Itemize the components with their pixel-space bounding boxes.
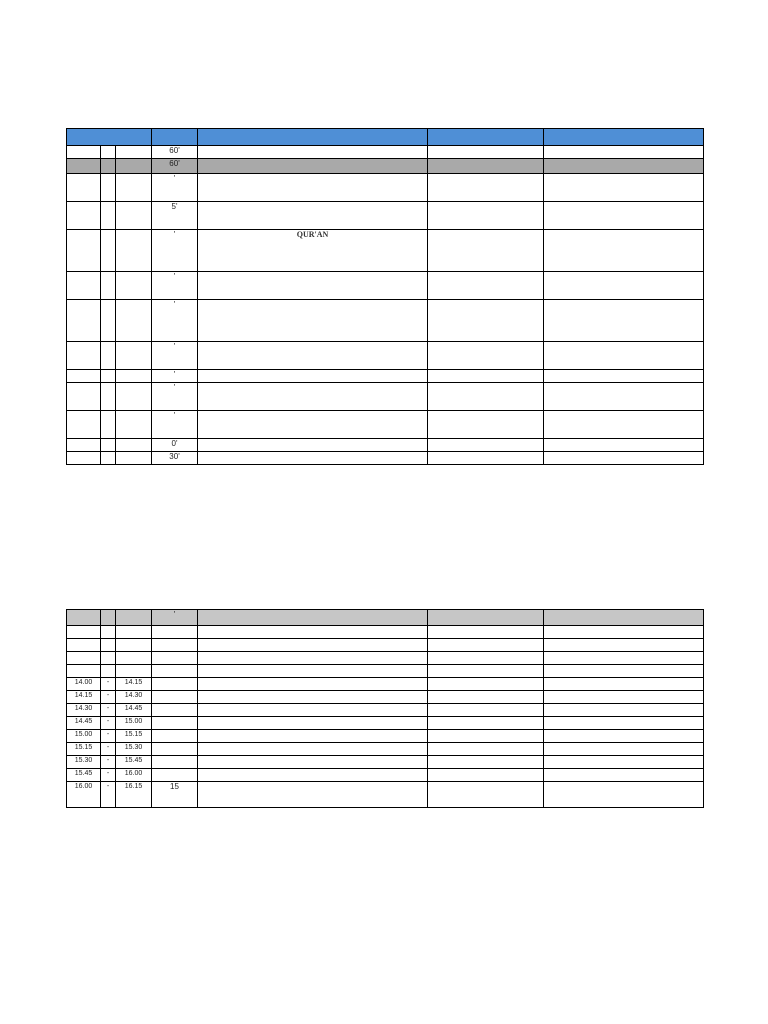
dash-cell: -	[101, 717, 116, 730]
start-time-cell	[67, 146, 101, 159]
duration-cell	[152, 639, 198, 652]
col6-cell	[428, 300, 544, 342]
dash-cell	[101, 639, 116, 652]
end-time-cell	[116, 452, 152, 465]
end-time-cell: 15.15	[116, 730, 152, 743]
col6-cell	[428, 678, 544, 691]
end-time-cell: 15.00	[116, 717, 152, 730]
activity-cell	[198, 439, 428, 452]
table-row	[67, 743, 704, 756]
col7-cell	[544, 756, 704, 769]
col6-cell	[428, 439, 544, 452]
duration-cell: '	[152, 411, 198, 439]
table-row	[67, 146, 704, 159]
end-time-cell: 16.15	[116, 782, 152, 808]
col6-cell	[428, 743, 544, 756]
duration-cell: '	[152, 272, 198, 300]
col7-cell	[544, 383, 704, 411]
duration-cell: '	[152, 174, 198, 202]
activity-cell	[198, 383, 428, 411]
duration-cell: '	[152, 300, 198, 342]
header-activity-cell	[198, 610, 428, 626]
activity-cell	[198, 159, 428, 174]
table-row	[67, 756, 704, 769]
dash-cell	[101, 439, 116, 452]
col6-cell	[428, 652, 544, 665]
duration-cell	[152, 769, 198, 782]
end-time-cell: 14.15	[116, 678, 152, 691]
duration-cell: '	[152, 230, 198, 272]
col6-cell	[428, 769, 544, 782]
col7-cell	[544, 230, 704, 272]
col6-cell	[428, 665, 544, 678]
header-activity-cell	[198, 129, 428, 146]
activity-cell	[198, 717, 428, 730]
col7-cell	[544, 370, 704, 383]
duration-cell	[152, 652, 198, 665]
start-time-cell	[67, 383, 101, 411]
activity-cell	[198, 146, 428, 159]
col7-cell	[544, 665, 704, 678]
activity-cell	[198, 691, 428, 704]
start-time-cell: 16.00	[67, 782, 101, 808]
duration-cell: 60'	[152, 159, 198, 174]
dash-cell	[101, 626, 116, 639]
end-time-cell: 14.45	[116, 704, 152, 717]
col6-cell	[428, 383, 544, 411]
col7-cell	[544, 342, 704, 370]
table-header-row	[67, 610, 704, 626]
end-time-cell	[116, 370, 152, 383]
table-header-row	[67, 129, 704, 146]
activity-cell	[198, 652, 428, 665]
dash-cell	[101, 272, 116, 300]
end-time-cell	[116, 626, 152, 639]
start-time-cell: 15.45	[67, 769, 101, 782]
duration-cell: 0'	[152, 439, 198, 452]
col6-cell	[428, 146, 544, 159]
dash-cell	[101, 146, 116, 159]
col7-cell	[544, 272, 704, 300]
dash-cell	[101, 300, 116, 342]
table-row	[67, 782, 704, 808]
col6-cell	[428, 782, 544, 808]
duration-cell: '	[152, 383, 198, 411]
start-time-cell: 14.45	[67, 717, 101, 730]
end-time-cell	[116, 439, 152, 452]
col7-cell	[544, 300, 704, 342]
col6-cell	[428, 704, 544, 717]
start-time-cell	[67, 202, 101, 230]
start-time-cell	[67, 439, 101, 452]
activity-cell	[198, 704, 428, 717]
col6-cell	[428, 202, 544, 230]
header-col6-cell	[428, 610, 544, 626]
duration-cell: '	[152, 370, 198, 383]
start-time-cell	[67, 272, 101, 300]
col7-cell	[544, 626, 704, 639]
col7-cell	[544, 730, 704, 743]
activity-cell	[198, 272, 428, 300]
table-row	[67, 383, 704, 411]
table-row	[67, 272, 704, 300]
duration-cell	[152, 691, 198, 704]
table-row	[67, 439, 704, 452]
activity-cell	[198, 769, 428, 782]
table-row	[67, 202, 704, 230]
col6-cell	[428, 230, 544, 272]
dash-cell	[101, 159, 116, 174]
duration-cell	[152, 678, 198, 691]
dash-cell: -	[101, 678, 116, 691]
duration-cell: 5'	[152, 202, 198, 230]
start-time-cell	[67, 342, 101, 370]
col6-cell	[428, 756, 544, 769]
schedule-table-bottom	[66, 609, 704, 808]
header-col7-cell	[544, 610, 704, 626]
activity-cell	[198, 678, 428, 691]
activity-cell	[198, 626, 428, 639]
table-row	[67, 300, 704, 342]
dash-cell	[101, 452, 116, 465]
col7-cell	[544, 439, 704, 452]
start-time-cell	[67, 639, 101, 652]
dash-cell: -	[101, 743, 116, 756]
col6-cell	[428, 272, 544, 300]
activity-cell	[198, 342, 428, 370]
activity-cell	[198, 756, 428, 769]
table-row	[67, 769, 704, 782]
col7-cell	[544, 452, 704, 465]
col6-cell	[428, 717, 544, 730]
table-row	[67, 626, 704, 639]
col7-cell	[544, 691, 704, 704]
activity-cell	[198, 370, 428, 383]
table-row	[67, 704, 704, 717]
dash-cell: -	[101, 691, 116, 704]
start-time-cell	[67, 626, 101, 639]
dash-cell	[101, 383, 116, 411]
col6-cell	[428, 730, 544, 743]
end-time-cell	[116, 174, 152, 202]
activity-cell	[198, 743, 428, 756]
start-time-cell	[67, 300, 101, 342]
header-col7-cell	[544, 129, 704, 146]
duration-cell	[152, 756, 198, 769]
header-duration-cell: '	[152, 610, 198, 626]
col6-cell	[428, 691, 544, 704]
duration-cell	[152, 717, 198, 730]
end-time-cell	[116, 652, 152, 665]
dash-cell: -	[101, 730, 116, 743]
table-row	[67, 411, 704, 439]
start-time-cell: 14.15	[67, 691, 101, 704]
start-time-cell: 15.15	[67, 743, 101, 756]
activity-cell	[198, 411, 428, 439]
end-time-cell	[116, 146, 152, 159]
header-col6-cell	[428, 129, 544, 146]
col6-cell	[428, 370, 544, 383]
col7-cell	[544, 678, 704, 691]
start-time-cell: 14.30	[67, 704, 101, 717]
activity-cell	[198, 730, 428, 743]
end-time-cell	[116, 230, 152, 272]
end-time-cell	[116, 202, 152, 230]
table-row	[67, 370, 704, 383]
start-time-cell	[67, 452, 101, 465]
table-row	[67, 230, 704, 272]
activity-cell	[198, 202, 428, 230]
schedule-table-top	[66, 128, 704, 465]
activity-cell	[198, 639, 428, 652]
dash-cell	[101, 202, 116, 230]
dash-cell	[101, 370, 116, 383]
dash-cell	[101, 411, 116, 439]
col7-cell	[544, 159, 704, 174]
col7-cell	[544, 146, 704, 159]
duration-cell: 15	[152, 782, 198, 808]
activity-cell	[198, 174, 428, 202]
col6-cell	[428, 159, 544, 174]
activity-cell	[198, 665, 428, 678]
table-row	[67, 342, 704, 370]
end-time-cell	[116, 300, 152, 342]
dash-cell: -	[101, 782, 116, 808]
col7-cell	[544, 704, 704, 717]
dash-cell: -	[101, 756, 116, 769]
end-time-cell	[116, 342, 152, 370]
table-row	[67, 452, 704, 465]
table-row	[67, 691, 704, 704]
start-time-cell: 14.00	[67, 678, 101, 691]
end-time-cell: 15.45	[116, 756, 152, 769]
duration-cell: 30'	[152, 452, 198, 465]
col7-cell	[544, 202, 704, 230]
header-duration-cell	[152, 129, 198, 146]
start-time-cell: 15.30	[67, 756, 101, 769]
table-row	[67, 678, 704, 691]
header-time-cell	[67, 129, 152, 146]
end-time-cell: 15.30	[116, 743, 152, 756]
col6-cell	[428, 342, 544, 370]
col7-cell	[544, 717, 704, 730]
start-time-cell	[67, 370, 101, 383]
col7-cell	[544, 782, 704, 808]
end-time-cell	[116, 159, 152, 174]
table-row	[67, 730, 704, 743]
header-end-cell	[116, 610, 152, 626]
dash-cell: -	[101, 704, 116, 717]
duration-cell	[152, 743, 198, 756]
dash-cell	[101, 230, 116, 272]
end-time-cell	[116, 665, 152, 678]
end-time-cell	[116, 272, 152, 300]
activity-cell	[198, 782, 428, 808]
col7-cell	[544, 652, 704, 665]
col7-cell	[544, 743, 704, 756]
col6-cell	[428, 626, 544, 639]
col7-cell	[544, 411, 704, 439]
activity-cell: QUR'AN	[198, 230, 428, 272]
table-row	[67, 639, 704, 652]
start-time-cell	[67, 411, 101, 439]
duration-cell	[152, 665, 198, 678]
duration-cell	[152, 730, 198, 743]
start-time-cell	[67, 174, 101, 202]
duration-cell: 60'	[152, 146, 198, 159]
col6-cell	[428, 639, 544, 652]
end-time-cell	[116, 639, 152, 652]
table-row	[67, 159, 704, 174]
activity-cell	[198, 452, 428, 465]
col7-cell	[544, 174, 704, 202]
header-dash-cell	[101, 610, 116, 626]
col7-cell	[544, 639, 704, 652]
start-time-cell: 15.00	[67, 730, 101, 743]
header-start-cell	[67, 610, 101, 626]
end-time-cell: 14.30	[116, 691, 152, 704]
col6-cell	[428, 174, 544, 202]
table-row	[67, 665, 704, 678]
start-time-cell	[67, 665, 101, 678]
end-time-cell	[116, 411, 152, 439]
end-time-cell: 16.00	[116, 769, 152, 782]
start-time-cell	[67, 652, 101, 665]
table-row	[67, 652, 704, 665]
dash-cell	[101, 652, 116, 665]
col6-cell	[428, 452, 544, 465]
dash-cell	[101, 174, 116, 202]
dash-cell	[101, 665, 116, 678]
activity-cell	[198, 300, 428, 342]
dash-cell: -	[101, 769, 116, 782]
start-time-cell	[67, 159, 101, 174]
duration-cell	[152, 704, 198, 717]
duration-cell	[152, 626, 198, 639]
start-time-cell	[67, 230, 101, 272]
col7-cell	[544, 769, 704, 782]
end-time-cell	[116, 383, 152, 411]
dash-cell	[101, 342, 116, 370]
table-row	[67, 717, 704, 730]
table-row	[67, 174, 704, 202]
col6-cell	[428, 411, 544, 439]
duration-cell: '	[152, 342, 198, 370]
